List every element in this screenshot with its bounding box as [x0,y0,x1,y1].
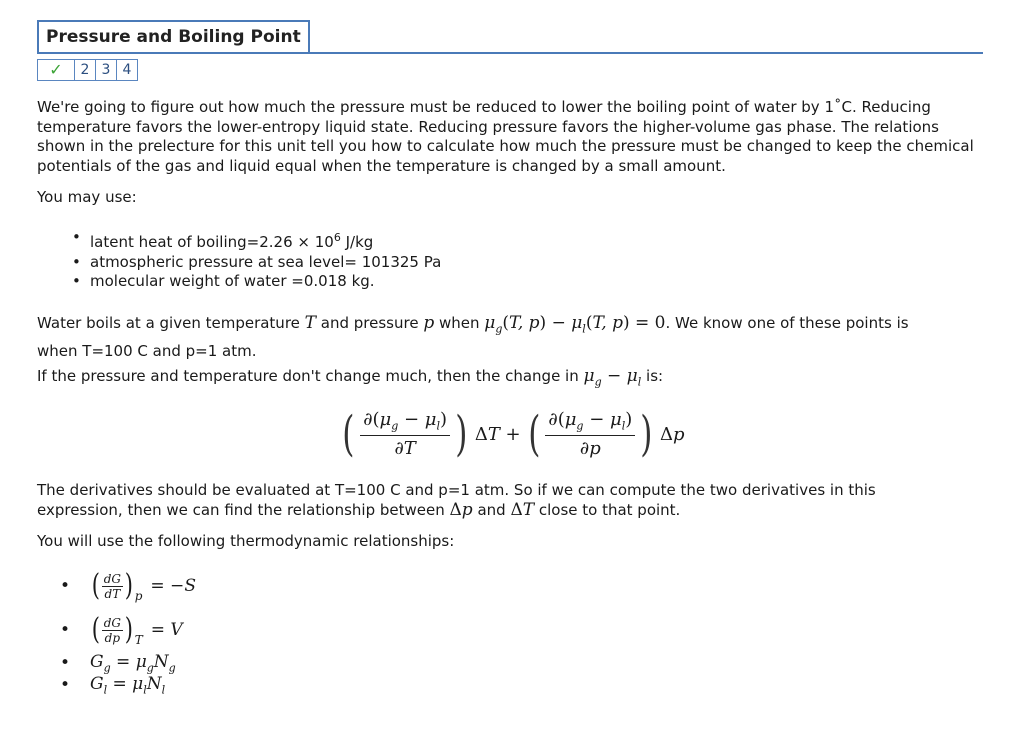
given-values-list [70,228,441,292]
given-latent-heat: • latent heat of boiling=2.26 × $10^6$ J/kg [70,228,441,253]
tab-step-3[interactable]: 3 [95,59,117,81]
relation-Gg: • $G_g = \mu_gN_g$ [60,652,196,674]
may-use-label: You may use: [37,188,137,206]
relations-label: You will use the following thermodynamic relationships: [37,532,455,550]
change-paragraph: If the pressure and temperature don't change much, then the change in $\mu_g - \mu_l$ is: [37,366,664,389]
relation-dG-dp: • ( dG dp ) T = V [60,608,196,652]
tab-step-2[interactable]: 2 [74,59,96,81]
derivatives-paragraph: The derivatives should be evaluated at T=100 C and p=1 atm. So if we can compute the two derivatives in this expression, then we can find the relationship between Δp and ΔT close to that point. [37,481,876,520]
thermo-relations-list [60,564,196,696]
tab-step-1-completed[interactable]: ✓ [37,59,75,81]
differential-expression: ( $\frac{\partial(\mu_g - \mu_l)}{\partial T}$ ) ΔT + ( $\frac{\partial(\mu_g - \mu_l)}{\partial p}$ ) Δp [342,406,685,462]
intro-paragraph: We're going to figure out how much the pressure must be reduced to lower the boiling point of water by 1˚C. Reducing temperature favors the lower-entropy liquid state. Reducing pressure favors the higher-volume gas phase. The relations shown in the prelecture for this unit tell you how to calculate how much the pressure must be changed to keep the chemical potentials of the gas and liquid equal when the temperature is changed by a small amount. [37,98,974,175]
step-tabs [37,59,137,81]
relation-dG-dT: • ( dG dT ) p = −S [60,564,196,608]
given-atmospheric-pressure: • atmospheric pressure at sea level= 101325 Pa [70,253,441,273]
boiling-condition-paragraph: Water boils at a given temperature T and pressure p when $\mu_g(T$, $p) - \mu_l(T$, p) = 0. We know one of these points is when T=100 C and p=1 atm. [37,313,909,361]
given-molecular-weight: • molecular weight of water =0.018 kg. [70,272,441,292]
tab-step-4[interactable]: 4 [116,59,138,81]
header-bar [37,20,983,54]
page-title: Pressure and Boiling Point [37,20,310,52]
relation-Gl: • $G_l = \mu_lN_l$ [60,674,196,696]
